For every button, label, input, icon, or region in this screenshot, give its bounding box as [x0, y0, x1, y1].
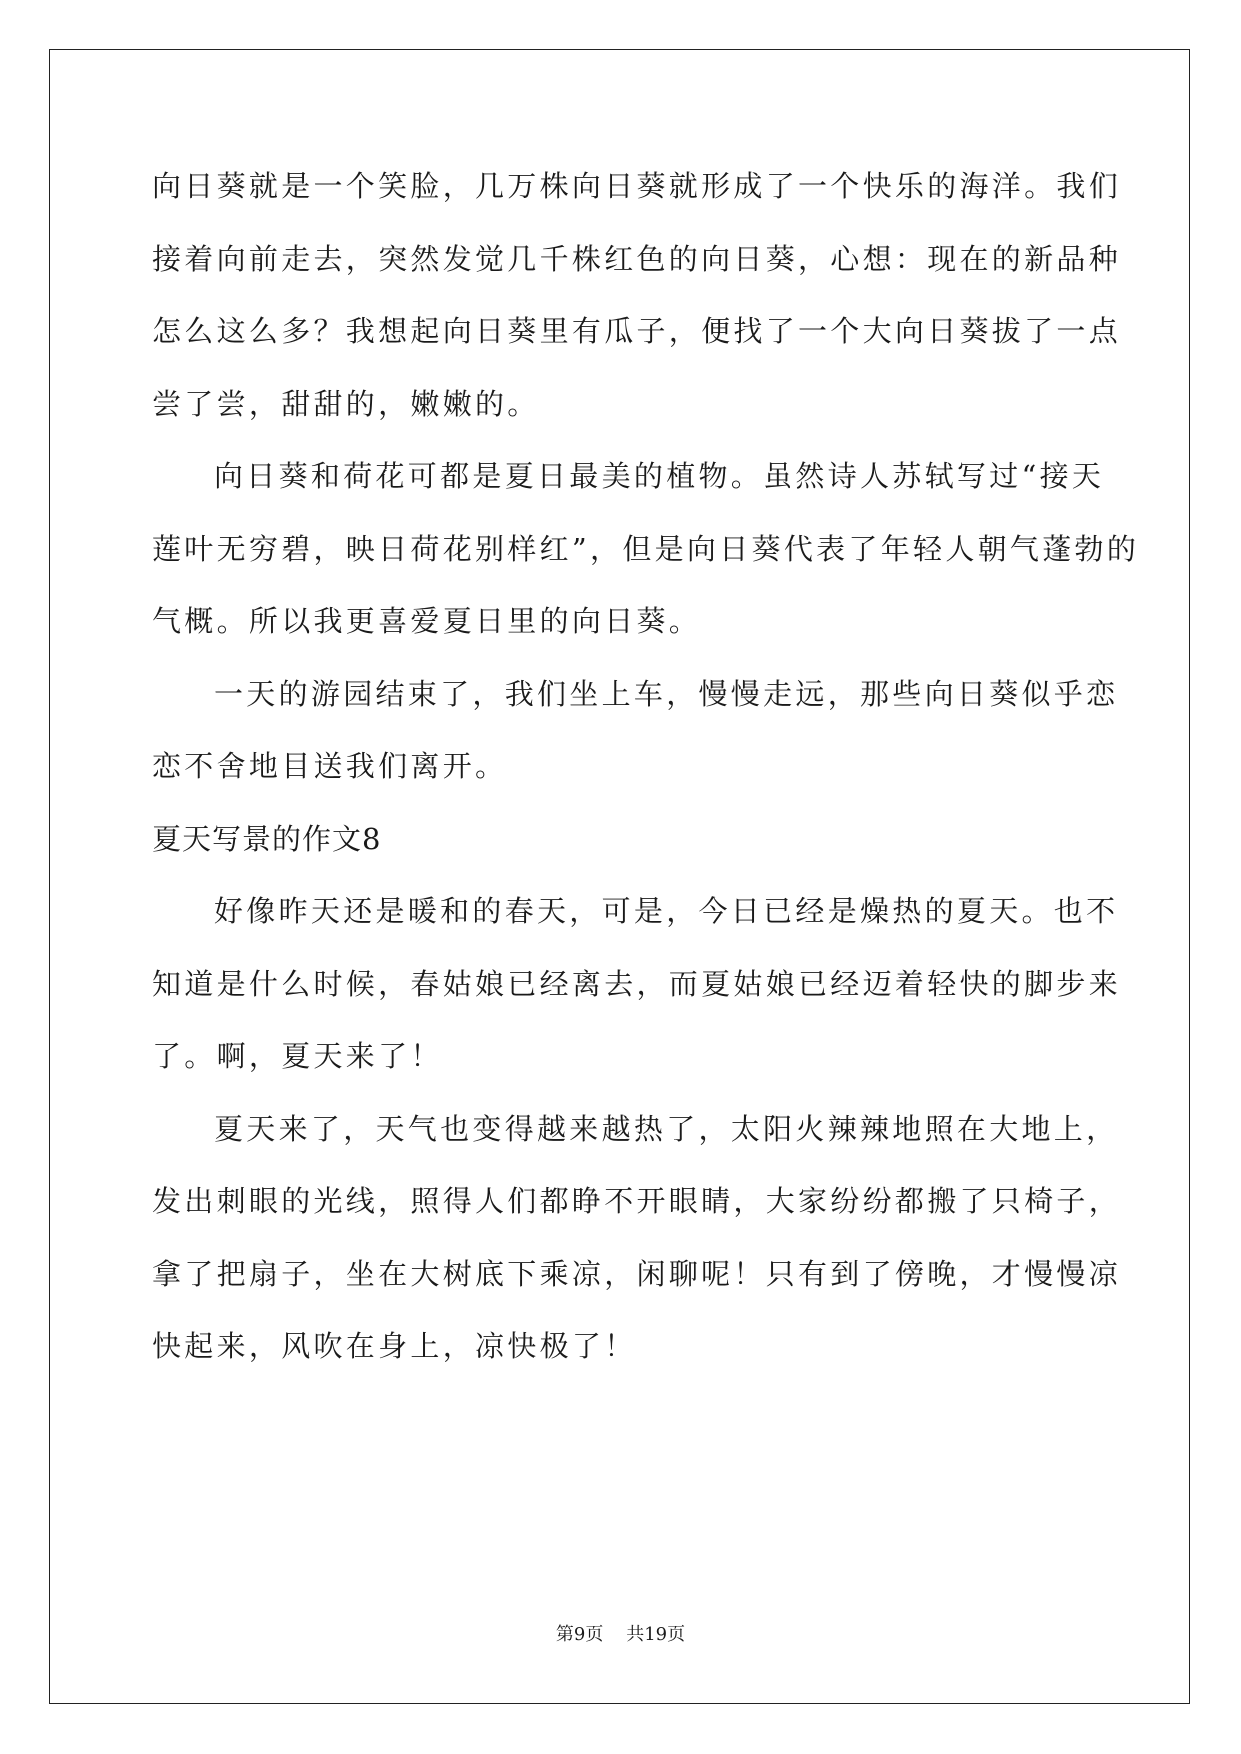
- section-heading: 夏天写景的作文8: [152, 821, 382, 856]
- text-line: 接着向前走去，突然发觉几千株红色的向日葵，心想：现在的新品种: [152, 241, 1122, 276]
- text-line: 知道是什么时候，春姑娘已经离去，而夏姑娘已经迈着轻快的脚步来: [152, 966, 1122, 1001]
- paragraph-start-line: 一天的游园结束了，我们坐上车，慢慢走远，那些向日葵似乎恋: [214, 676, 1119, 711]
- text-line: 快起来，风吹在身上，凉快极了！: [152, 1329, 637, 1363]
- text-line: 尝了尝，甜甜的，嫩嫩的。: [152, 386, 540, 421]
- paragraph-start-line: 向日葵和荷花可都是夏日最美的植物。虽然诗人苏轼写过“接天: [214, 459, 1105, 493]
- text-line: 拿了把扇子，坐在大树底下乘凉，闲聊呢！只有到了傍晚，才慢慢凉: [152, 1256, 1122, 1291]
- paragraph-start-line: 好像昨天还是暖和的春天，可是，今日已经是燥热的夏天。也不: [214, 894, 1119, 928]
- text-line: 恋不舍地目送我们离开。: [152, 749, 508, 783]
- paragraph-start-line: 夏天来了，天气也变得越来越热了，太阳火辣辣地照在大地上，: [214, 1111, 1119, 1146]
- text-line: 向日葵就是一个笑脸，几万株向日葵就形成了一个快乐的海洋。我们: [152, 169, 1122, 203]
- text-line: 怎么这么多？我想起向日葵里有瓜子，便找了一个大向日葵拔了一点: [152, 314, 1122, 348]
- text-line: 气概。所以我更喜爱夏日里的向日葵。: [152, 604, 702, 638]
- text-line: 莲叶无穷碧，映日荷花别样红”，但是向日葵代表了年轻人朝气蓬勃的: [152, 531, 1140, 566]
- text-line: 了。啊，夏天来了！: [152, 1039, 443, 1073]
- page-footer: [0, 1620, 1241, 1646]
- text-line: 发出刺眼的光线，照得人们都睁不开眼睛，大家纷纷都搬了只椅子，: [152, 1184, 1122, 1218]
- page-total: 共19页: [626, 1624, 686, 1645]
- document-body: [152, 150, 1140, 1383]
- page-number: 第9页: [555, 1624, 604, 1645]
